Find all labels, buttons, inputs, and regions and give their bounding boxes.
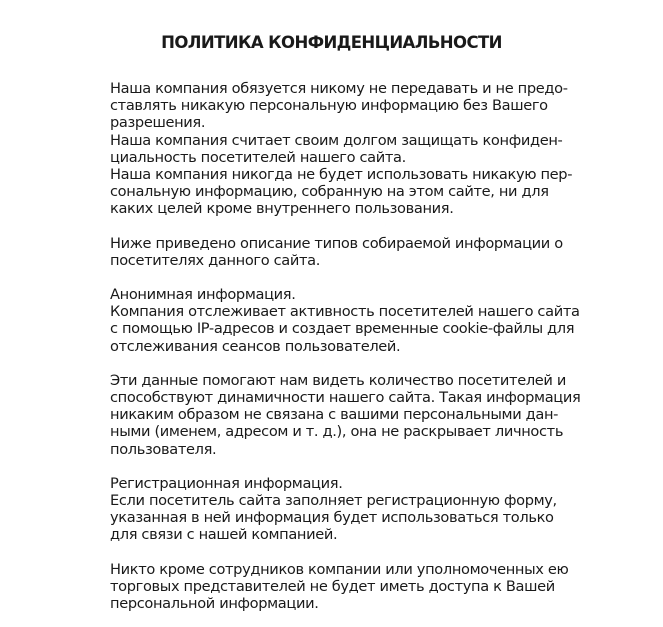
text-line: посетителях данного сайта. xyxy=(110,251,321,269)
text-line: ставлять никакую персональную информацию без Вашего xyxy=(110,97,548,115)
page-title: ПОЛИТИКА КОНФИДЕНЦИАЛЬНОСТИ xyxy=(161,33,502,52)
paragraph-registration-info xyxy=(110,475,660,544)
text-line: Никто кроме сотрудников компании или уполномоченных ею xyxy=(110,560,569,578)
text-line: пользователя. xyxy=(110,440,217,458)
text-line: Если посетитель сайта заполняет регистрационную форму, xyxy=(110,492,557,510)
text-line: Наша компания обязуется никому не передавать и не предо- xyxy=(110,80,568,97)
text-line: каких целей кроме внутреннего пользования. xyxy=(110,200,454,218)
paragraph-data-usage xyxy=(110,372,660,458)
paragraph-gap xyxy=(110,269,660,286)
text-line: Компания отслеживает активность посетителей нашего сайта xyxy=(110,303,580,321)
text-line: способствуют динамичности нашего сайта. Такая информация xyxy=(110,389,581,407)
text-line: указанная в ней информация будет использоваться только xyxy=(110,509,554,527)
paragraph-privacy-commitment xyxy=(110,80,660,218)
paragraph-gap xyxy=(110,355,660,372)
text-line: сональную информацию, собранную на этом сайте, ни для xyxy=(110,183,549,201)
text-line: торговых представителей не будет иметь доступа к Вашей xyxy=(110,577,555,595)
paragraph-access-restriction xyxy=(110,561,660,613)
paragraph-anonymous-info xyxy=(110,286,660,355)
text-line: никаким образом не связана с вашими персональными дан- xyxy=(110,406,559,424)
text-line: отслеживания сеансов пользователей. xyxy=(110,337,401,355)
section-heading-anonymous: Анонимная информация. xyxy=(110,286,296,304)
text-line: Наша компания считает своим долгом защищать конфиден- xyxy=(110,131,563,149)
paragraph-gap xyxy=(110,218,660,235)
text-line: разрешения. xyxy=(110,114,206,132)
text-line: персональной информации. xyxy=(110,595,319,613)
paragraph-info-types-intro xyxy=(110,235,660,269)
text-line: для связи с нашей компанией. xyxy=(110,526,338,544)
text-line: Ниже приведено описание типов собираемой информации о xyxy=(110,234,563,252)
document-body xyxy=(110,80,660,612)
text-line: Наша компания никогда не будет использовать никакую пер- xyxy=(110,166,573,184)
text-line: с помощью IP-адресов и создает временные cookie-файлы для xyxy=(110,320,575,338)
text-line: Эти данные помогают нам видеть количество посетителей и xyxy=(110,371,566,389)
text-line: циальность посетителей нашего сайта. xyxy=(110,148,406,166)
paragraph-gap xyxy=(110,544,660,561)
section-heading-registration: Регистрационная информация. xyxy=(110,474,343,492)
paragraph-gap xyxy=(110,458,660,475)
text-line: ными (именем, адресом и т. д.), она не раскрывает личность xyxy=(110,423,564,441)
